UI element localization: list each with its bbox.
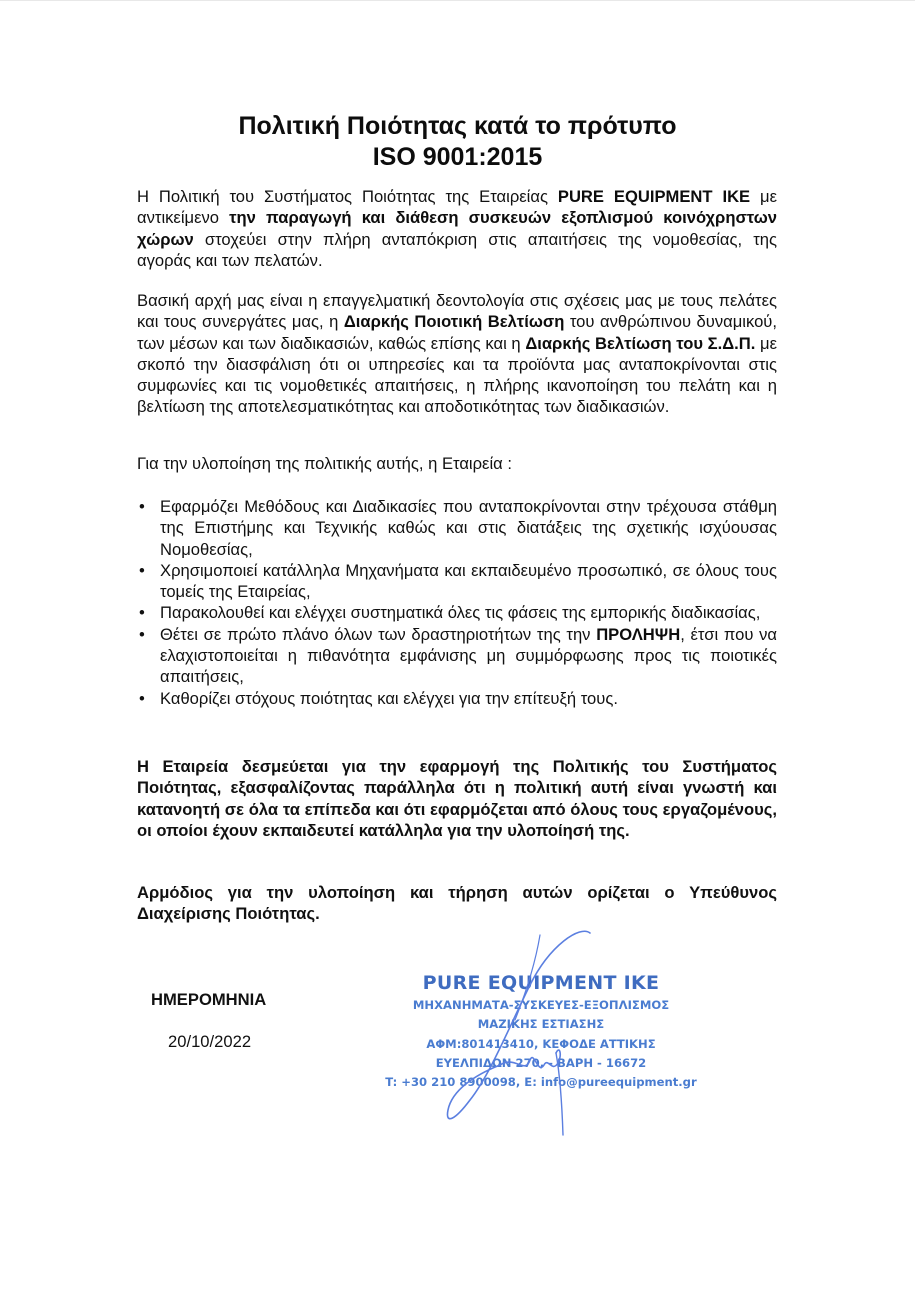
list-item (137, 560, 777, 603)
intro-text-3: στοχεύει στην πλήρη ανταπόκριση στις απαιτήσεις της νομοθεσίας, της αγοράς και των πελατών. (137, 229, 777, 270)
prevention-bold: ΠΡΟΛΗΨΗ (596, 624, 681, 644)
list-item (137, 602, 777, 623)
list-item-text: Καθορίζει στόχους ποιότητας και ελέγχει για την επίτευξή τους. (160, 688, 618, 708)
commitment-paragraph (137, 756, 777, 841)
bullet-icon: • (139, 624, 145, 644)
principles-text-3: με σκοπό την διασφάλιση ότι οι υπηρεσίες και τα προϊόντα μας ανταποκρίνονται στις συμφωνίες και τις νομοθετικές απαιτήσεις, η πλήρης ικανοποίηση του πελάτη και η βελτίωση της αποτελεσματικότητας και αποδοτικότητας των διαδικασιών. (137, 333, 777, 417)
stamp-line-activity: ΜΗΧΑΝΗΜΑΤΑ-ΣΥΣΚΕΥΕΣ-ΕΞΟΠΛΙΣΜΟΣ (412, 998, 670, 1012)
intro-text-2: με αντικείμενο (137, 187, 777, 228)
implementation-intro-text: Για την υλοποίηση της πολιτικής αυτής, η Εταιρεία : (137, 454, 512, 473)
implementation-intro (137, 453, 777, 474)
bullet-icon: • (139, 560, 145, 580)
list-item-text: Παρακολουθεί και ελέγχει συστηματικά όλες τις φάσεις της εμπορικής διαδικασίας, (160, 603, 761, 623)
responsibility-paragraph (137, 882, 777, 925)
principles-text-2: του ανθρώπινου δυναμικού, των μέσων και των διαδικασιών, καθώς επίσης και η (137, 312, 777, 353)
title-line-2: ISO 9001:2015 (372, 143, 543, 171)
commitment-text: Η Εταιρεία δεσμεύεται για την εφαρμογή της Πολιτικής του Συστήματος Ποιότητας, εξασφαλίζοντας παράλληλα ότι η πολιτική αυτή είναι γνωστή και κατανοητή σε όλα τα επίπεδα και ότι εφαρμόζεται από όλους τους εργαζομένους, οι οποίοι έχουν εκπαιδευτεί κατάλληλα για την υλοποίησή της. (137, 757, 777, 840)
list-item-text-2: , έτσι που να ελαχιστοποιείται η πιθανότητα εμφάνισης μη συμμόρφωσης προς τις ποιοτικές απαιτήσεις, (160, 624, 777, 687)
list-item-text-1: Θέτει σε πρώτο πλάνο όλων των δραστηριοτήτων της την (160, 624, 597, 644)
principles-paragraph (137, 290, 777, 418)
qms-improvement-bold: Διαρκής Βελτίωση του Σ.Δ.Π. (525, 333, 756, 353)
title-line-1: Πολιτική Ποιότητας κατά το πρότυπο (238, 112, 677, 140)
document-title (0, 111, 915, 173)
stamp-line-activity-2: ΜΑΖΙΚΗΣ ΕΣΤΙΑΣΗΣ (477, 1017, 605, 1032)
principles-text-1: Βασική αρχή μας είναι η επαγγελματική δεοντολογία στις σχέσεις μας με τους πελάτες και τους συνεργάτες μας, η (137, 291, 777, 332)
bullet-icon: • (139, 497, 145, 516)
responsibility-text: Αρμόδιος για την υλοποίηση και τήρηση αυτών ορίζεται ο Υπεύθυνος Διαχείρισης Ποιότητας. (137, 883, 777, 924)
stamp-line-address: ΕΥΕΛΠΙΔΩΝ 270, - ΒΑΡΗ - 16672 (435, 1055, 647, 1070)
list-item (137, 496, 777, 560)
list-item-text: Χρησιμοποιεί κατάλληλα Μηχανήματα και εκπαιδευμένο προσωπικό, σε όλους τους τομείς της Εταιρείας, (160, 560, 777, 602)
list-item (137, 624, 777, 688)
company-name-bold: PURE EQUIPMENT IKE (557, 187, 751, 206)
company-scope-bold: την παραγωγή και διάθεση συσκευών εξοπλισμού κοινόχρηστων χώρων (137, 208, 777, 249)
company-stamp (360, 970, 722, 1092)
list-item-text: Εφαρμόζει Μεθόδους και Διαδικασίες που ανταποκρίνονται στην τρέχουσα στάθμη της Επιστήμης και Τεχνικής καθώς και στις διατάξεις της σχετικής ισχύουσας Νομοθεσίας, (160, 497, 777, 559)
bullet-icon: • (139, 688, 145, 708)
bullet-icon: • (139, 603, 145, 623)
list-item (137, 688, 777, 709)
stamp-company-name: PURE EQUIPMENT IKE (422, 972, 660, 994)
date-label: ΗΜΕΡΟΜΗΝΙΑ (151, 990, 267, 1009)
intro-text-1: Η Πολιτική του Συστήματος Ποιότητας της Εταιρείας (137, 187, 558, 206)
date-value: 20/10/2022 (168, 1032, 252, 1051)
stamp-line-contact: T: +30 210 8900098, E: info@pureequipment.gr (385, 1075, 697, 1090)
intro-paragraph (137, 186, 777, 271)
continuous-quality-improvement-bold: Διαρκής Ποιοτική Βελτίωση (343, 312, 565, 332)
commitments-list (137, 496, 777, 709)
stamp-line-tax-id: ΑΦΜ:801413410, ΚΕΦΟΔΕ ΑΤΤΙΚΗΣ (426, 1036, 656, 1051)
